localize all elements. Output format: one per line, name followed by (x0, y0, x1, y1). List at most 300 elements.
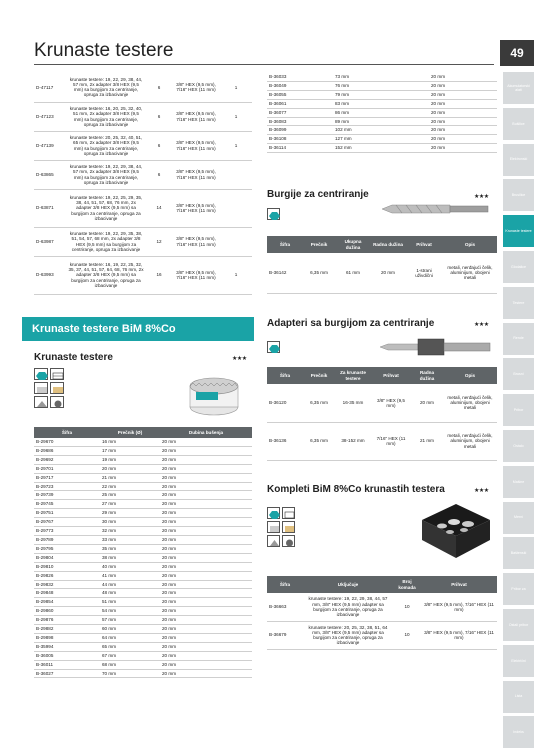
table-row (34, 473, 252, 482)
wood-icon (282, 521, 295, 533)
column-header: Prihvat (371, 367, 411, 384)
table-cell: B-36005 (34, 651, 100, 660)
table-cell: B-29795 (34, 544, 100, 553)
table-row (267, 422, 497, 460)
sidebar-tab[interactable] (503, 609, 534, 643)
table-cell: 68 mm (100, 660, 160, 669)
table-cell: 16 (146, 256, 172, 294)
table-row (34, 509, 252, 518)
table-cell (220, 227, 252, 256)
table-cell: D-63993 (34, 256, 66, 294)
table-cell: B-36055 (267, 90, 333, 99)
table-cell: B-29789 (34, 535, 100, 544)
table-cell: 3/8" HEX (9,5 mm), 7/16" HEX (11 mm) (421, 621, 497, 649)
sidebar-tab-label: Elektronski (509, 157, 528, 162)
table-cell: 57 mm (100, 616, 160, 625)
sidebar-tab-label: Brusni (513, 372, 524, 377)
table-cell: B-36142 (267, 253, 303, 293)
table-cell: 3/8" HEX (9,5 mm), 7/16" HEX (11 mm) (172, 189, 220, 227)
table-cell: D-63865 (34, 160, 66, 189)
sidebar-tab[interactable] (503, 502, 534, 536)
table-cell: krunaste testere: 19, 22, 29, 38, 44, 57 mm, 2x adapter 3/8 HEX (9,5 mm) sa burgijom za centriranje, opruga za izbacivanje (66, 160, 146, 189)
table-row (34, 73, 252, 102)
table-cell: 20 mm (160, 669, 252, 678)
table-cell: 19 mm (100, 455, 160, 464)
table-cell: B-29751 (34, 509, 100, 518)
sidebar-tab-label: Mašine (512, 479, 525, 484)
page-number: 49 (500, 40, 534, 66)
adapter-table (267, 367, 497, 461)
table-row (34, 518, 252, 527)
table-cell: B-29804 (34, 553, 100, 562)
table-cell: metali, nerđajući čelik, aluminijum, obojeni metali (443, 422, 497, 460)
table-cell: 20 mm (429, 73, 497, 81)
table-cell: metali, nerđajući čelik, aluminijum, obojeni metali (443, 253, 497, 293)
table-cell: B-29882 (34, 625, 100, 634)
table-row (34, 131, 252, 160)
table-cell: 20 mm (160, 455, 252, 464)
table-cell: 20 mm (429, 126, 497, 135)
table-cell: 1 (220, 102, 252, 131)
table-cell: 6 (146, 160, 172, 189)
table-cell: D-47117 (34, 73, 66, 102)
sidebar-tab[interactable] (503, 645, 534, 679)
table-cell: krunaste testere: 16, 19, 22, 25, 32, 35, 37, 44, 51, 57, 64, 68, 76 mm, 2x adapter 3/8 HEX (9,5 mm) sa burgijom za centriranje, opruga za izbacivanje (66, 256, 146, 294)
table-cell: 20 mm (429, 108, 497, 117)
sidebar-tab-label: Testere (512, 300, 525, 305)
column-header: Ukupna dužina (335, 236, 371, 253)
table-cell: krunaste testere: 20, 25, 32, 40, 51, 65 mm, 2x adapter 3/8 HEX (9,5 mm) sa burgijom za centriranje, opruga za izbacivanje (66, 131, 146, 160)
sidebar-tab[interactable] (503, 72, 534, 106)
table-cell: 14 (146, 189, 172, 227)
table-cell: 3/8" HEX (9,5 mm), 7/16" HEX (11 mm) (172, 256, 220, 294)
table-cell: B-29860 (34, 607, 100, 616)
table-cell: 1 (220, 73, 252, 102)
table-cell: 20 mm (160, 509, 252, 518)
table-cell: 61 mm (335, 253, 371, 293)
table-cell: 6 (146, 131, 172, 160)
column-header: Prihvat (405, 236, 443, 253)
table-cell: 38-152 mm (335, 422, 371, 460)
table-row (34, 553, 252, 562)
table-cell (220, 160, 252, 189)
sidebar-tab[interactable] (503, 108, 534, 142)
table-row (267, 73, 497, 81)
rating-stars: ★★★ (474, 194, 489, 200)
sidebar-tab-label: Baštenski (510, 551, 527, 556)
table-row (34, 227, 252, 256)
table-cell: B-29832 (34, 580, 100, 589)
table-cell: 86 mm (333, 108, 429, 117)
table-cell: 27 mm (100, 500, 160, 509)
column-header: Prečnik (303, 236, 335, 253)
table-cell: 3/8" HEX (9,5 mm), 7/16" HEX (11 mm) (172, 102, 220, 131)
table-cell: 1 (220, 131, 252, 160)
table-cell: 20 mm (429, 117, 497, 126)
sidebar-tab-label: Električni (511, 658, 526, 663)
hexagon-icon (267, 341, 280, 353)
table-cell: B-29739 (34, 491, 100, 500)
hexagon-icon (34, 368, 48, 380)
table-cell: 6 (146, 73, 172, 102)
table-cell: B-35994 (34, 642, 100, 651)
table-cell: B-36114 (267, 144, 333, 153)
table-cell: B-29717 (34, 473, 100, 482)
table-row (34, 535, 252, 544)
column-header: Uključuje (303, 576, 393, 593)
table-cell: 6,35 mm (303, 253, 335, 293)
wood-icon (50, 382, 64, 394)
sidebar-tab-label: Bušilice (512, 121, 525, 126)
sidebar-tab-label: Lista (514, 694, 523, 699)
table-cell: 22 mm (100, 482, 160, 491)
table-cell: B-29723 (34, 482, 100, 491)
table-cell: krunaste testere: 19, 22, 25, 29, 35, 38, 44, 51, 57, 68, 76 mm, 2x adapter 3/8 HEX (9,5 mm) sa burgijom za centriranje, opruga za izbacivanje (66, 189, 146, 227)
table-row (267, 384, 497, 422)
table-cell: 20 mm (160, 642, 252, 651)
section-title-adapters: Adapteri sa burgijom za centriranje (267, 318, 435, 329)
table-cell: 20 mm (160, 562, 252, 571)
table-row (34, 160, 252, 189)
table-cell: 20 mm (160, 598, 252, 607)
column-header: Broj komada (393, 576, 421, 593)
stainless-icon (267, 521, 280, 533)
sidebar-tab-label: Pribor (513, 407, 524, 412)
sidebar-tab-label: Brusilice (511, 193, 526, 198)
table-row (267, 144, 497, 153)
table-row (267, 99, 497, 108)
table-row (34, 580, 252, 589)
table-row (34, 625, 252, 634)
table-cell: 152 mm (333, 144, 429, 153)
table-cell: 10 (393, 621, 421, 649)
table-cell: 73 mm (333, 73, 429, 81)
table-cell: 20 mm (371, 253, 405, 293)
sidebar-tab[interactable] (503, 358, 534, 392)
table-cell: 3/8" HEX (9,5 mm), 7/16" HEX (11 mm) (172, 227, 220, 256)
table-row (34, 500, 252, 509)
table-cell: 3/8" HEX (9,5 mm), 7/16" HEX (11 mm) (421, 593, 497, 621)
table-row (267, 117, 497, 126)
table-cell: 20 mm (160, 651, 252, 660)
material-icon (50, 368, 64, 380)
hole-saw-table-continued (267, 73, 497, 153)
table-row (34, 256, 252, 294)
table-row (267, 135, 497, 144)
table-cell: 16 mm (100, 438, 160, 446)
sidebar-tab[interactable] (503, 681, 534, 715)
table-cell: 89 mm (333, 117, 429, 126)
table-row (34, 544, 252, 553)
sidebar-tab[interactable] (503, 573, 534, 607)
table-cell: D-63871 (34, 189, 66, 227)
table-row (267, 81, 497, 90)
table-cell: 16-35 mm (335, 384, 371, 422)
sidebar-tab-label: Ostalo (513, 443, 524, 448)
table-cell: 21 mm (100, 473, 160, 482)
column-header: Prečnik (Ø) (100, 427, 160, 438)
sidebar-tab[interactable] (503, 215, 534, 249)
table-cell: B-36027 (34, 669, 100, 678)
table-row (34, 607, 252, 616)
rating-stars: ★★★ (232, 356, 247, 362)
table-cell: 20 mm (429, 144, 497, 153)
table-row (34, 669, 252, 678)
table-cell: B-29767 (34, 518, 100, 527)
table-cell: 30 mm (100, 518, 160, 527)
table-row (34, 455, 252, 464)
table-cell: 20 mm (429, 99, 497, 108)
metal-icon (267, 535, 280, 547)
plastic-icon (50, 396, 64, 408)
table-cell: 48 mm (100, 589, 160, 598)
drill-bit-image (380, 202, 490, 216)
table-cell: 20 mm (160, 527, 252, 536)
table-cell: 20 mm (100, 464, 160, 473)
table-cell: 20 mm (160, 491, 252, 500)
table-cell: B-29670 (34, 438, 100, 446)
table-cell: B-29701 (34, 464, 100, 473)
table-cell: 3/8" HEX (9,5 mm), 7/16" HEX (11 mm) (172, 131, 220, 160)
table-cell: B-29854 (34, 598, 100, 607)
table-row (34, 464, 252, 473)
table-cell: 20 mm (429, 135, 497, 144)
sidebar-tab[interactable] (503, 144, 534, 178)
table-cell: 32 mm (100, 527, 160, 536)
table-cell: B-29745 (34, 500, 100, 509)
table-row (34, 616, 252, 625)
section-title-centering-drills: Burgije za centriranje (267, 189, 369, 200)
column-header: Šifra (267, 576, 303, 593)
table-cell: 20 mm (160, 616, 252, 625)
column-header: Dubina bušenja (160, 427, 252, 438)
table-cell: 20 mm (160, 518, 252, 527)
table-cell: 1-strani uživdični (405, 253, 443, 293)
table-cell: 20 mm (160, 633, 252, 642)
table-cell: B-36679 (267, 621, 303, 649)
table-cell: 20 mm (160, 482, 252, 491)
table-cell: B-29826 (34, 571, 100, 580)
table-cell: B-36061 (267, 99, 333, 108)
page-header (0, 0, 534, 72)
category-sidebar (503, 72, 534, 755)
table-cell: 79 mm (333, 90, 429, 99)
table-cell: krunaste testere: 20, 25, 32, 38, 51, 64 mm, 3/8" HEX (9,5 mm) adapter sa burgijom za centriranje, opruga za izbacivanje (303, 621, 393, 649)
title-divider (34, 64, 494, 65)
table-cell: 20 mm (160, 580, 252, 589)
table-row (34, 660, 252, 669)
table-cell: 6,35 mm (303, 422, 335, 460)
table-cell: B-29773 (34, 527, 100, 536)
table-cell: 20 mm (160, 500, 252, 509)
table-cell: B-36011 (34, 660, 100, 669)
table-cell: B-36663 (267, 593, 303, 621)
table-cell: 20 mm (160, 473, 252, 482)
hole-saw-kit-case-image (416, 500, 496, 566)
table-cell: 29 mm (100, 509, 160, 518)
sidebar-tab-label: Glodalice (511, 264, 526, 269)
table-cell: 20 mm (160, 544, 252, 553)
table-cell: 10 (393, 593, 421, 621)
table-row (34, 189, 252, 227)
sidebar-tab-label: Ostali pribor (508, 622, 529, 627)
table-cell: B-29898 (34, 633, 100, 642)
rating-stars: ★★★ (474, 322, 489, 328)
plastic-icon (282, 535, 295, 547)
sidebar-tab[interactable] (503, 430, 534, 464)
section-title-hole-saws: Krunaste testere (34, 352, 113, 363)
table-cell: B-29686 (34, 446, 100, 455)
table-cell: B-36049 (267, 81, 333, 90)
adapter-image (378, 336, 494, 358)
table-cell: 20 mm (160, 446, 252, 455)
table-cell: 64 mm (100, 633, 160, 642)
sidebar-tab[interactable] (503, 179, 534, 213)
table-cell: B-29810 (34, 562, 100, 571)
column-header: Prečnik (303, 367, 335, 384)
table-cell: 17 mm (100, 446, 160, 455)
column-header: Radna dužina (371, 236, 405, 253)
table-cell: B-36136 (267, 422, 303, 460)
table-cell: 12 (146, 227, 172, 256)
table-row (34, 446, 252, 455)
table-cell: 25 mm (100, 491, 160, 500)
table-row (267, 108, 497, 117)
table-cell: 20 mm (160, 438, 252, 446)
table-cell: 20 mm (429, 90, 497, 99)
table-cell: 21 mm (411, 422, 443, 460)
table-cell: 1 (220, 256, 252, 294)
table-cell: D-47123 (34, 102, 66, 131)
table-cell: 3/8" HEX (9,5 mm), 7/16" HEX (11 mm) (172, 160, 220, 189)
table-cell: 60 mm (100, 625, 160, 634)
table-row (34, 633, 252, 642)
hexagon-icon (267, 507, 280, 519)
hole-saw-table (34, 427, 252, 678)
column-header: Šifra (267, 236, 303, 253)
table-cell: B-36108 (267, 135, 333, 144)
table-cell: B-29692 (34, 455, 100, 464)
table-cell: D-63987 (34, 227, 66, 256)
table-cell: 20 mm (160, 607, 252, 616)
sidebar-tab[interactable] (503, 287, 534, 321)
sidebar-tab[interactable] (503, 716, 534, 750)
stainless-icon (34, 382, 48, 394)
centering-drill-table (267, 236, 497, 294)
table-cell: 7/16" HEX (11 mm) (371, 422, 411, 460)
table-row (34, 598, 252, 607)
table-cell: 41 mm (100, 571, 160, 580)
table-row (34, 642, 252, 651)
sidebar-tab[interactable] (503, 251, 534, 285)
column-header: Za krunaste testere (335, 367, 371, 384)
table-cell: metali, nerđajući čelik, aluminijum, obojeni metali (443, 384, 497, 422)
table-row (267, 253, 497, 293)
table-row (34, 589, 252, 598)
material-icon (282, 507, 295, 519)
table-row (267, 90, 497, 99)
kit-table (267, 576, 497, 650)
column-header: Prihvat (421, 576, 497, 593)
sidebar-tab-label: Pribor za (511, 586, 526, 591)
table-cell: 3/8" HEX (9,5 mm), 7/16" HEX (11 mm) (172, 73, 220, 102)
hexagon-icon (267, 208, 280, 220)
table-row (34, 102, 252, 131)
table-cell: 20 mm (160, 571, 252, 580)
table-cell: 102 mm (333, 126, 429, 135)
sidebar-tab[interactable] (503, 394, 534, 428)
table-cell: 3/8" HEX (9,5 mm) (371, 384, 411, 422)
table-cell: 83 mm (333, 99, 429, 108)
table-cell: 20 mm (160, 535, 252, 544)
set-table (34, 73, 252, 295)
table-cell: 20 mm (411, 384, 443, 422)
sidebar-tab-label: Indeks (513, 730, 524, 735)
table-cell: B-29876 (34, 616, 100, 625)
rating-stars: ★★★ (474, 488, 489, 494)
section-title-sets: Kompleti BiM 8%Co krunastih testera (267, 484, 445, 495)
page-title: Krunaste testere (34, 40, 174, 61)
sidebar-tab-label: Krunaste testere (505, 228, 532, 233)
table-cell: 20 mm (160, 625, 252, 634)
column-header: Šifra (267, 367, 303, 384)
table-cell: D-47139 (34, 131, 66, 160)
table-row (34, 482, 252, 491)
sidebar-tab[interactable] (503, 466, 534, 500)
table-cell: B-36077 (267, 108, 333, 117)
table-cell: 44 mm (100, 580, 160, 589)
table-cell: 6,35 mm (303, 384, 335, 422)
table-row (267, 593, 497, 621)
metal-icon (34, 396, 48, 408)
table-cell: 127 mm (333, 135, 429, 144)
table-cell: 54 mm (100, 607, 160, 616)
sidebar-tab-label: Rende (513, 336, 524, 341)
table-cell: 35 mm (100, 544, 160, 553)
table-cell: krunaste testere: 19, 22, 29, 35, 38, 51, 54, 57, 68 mm, 2x adapter 3/8 HEX (9,5 mm) sa burgijom za centriranje, opruga za izbacivanje (66, 227, 146, 256)
table-cell: B-29848 (34, 589, 100, 598)
table-cell: krunaste testere: 16, 20, 25, 32, 40, 51 mm, 2x adapter 3/8 HEX (9,5 mm) sa burgijom za centriranje, opruga za izbacivanje (66, 102, 146, 131)
table-cell: 20 mm (160, 589, 252, 598)
sidebar-tab-label: Akumulatorski alati (507, 83, 530, 92)
table-cell: B-36120 (267, 384, 303, 422)
table-cell (220, 189, 252, 227)
table-row (34, 438, 252, 446)
table-cell: 20 mm (160, 660, 252, 669)
table-row (34, 527, 252, 536)
table-cell: 20 mm (160, 464, 252, 473)
column-header: Radna dužina (411, 367, 443, 384)
table-row (34, 491, 252, 500)
table-cell: 38 mm (100, 553, 160, 562)
table-cell: krunaste testere: 19, 22, 29, 38, 44, 57 mm, 3/8" HEX (9,5 mm) adapter sa burgijom za centriranje, opruga za izbacivanje (303, 593, 393, 621)
table-row (34, 651, 252, 660)
sidebar-tab-label: Merni (514, 515, 523, 520)
table-cell: 76 mm (333, 81, 429, 90)
sidebar-tab[interactable] (503, 323, 534, 357)
table-cell: B-36033 (267, 73, 333, 81)
table-row (34, 571, 252, 580)
table-cell: 70 mm (100, 669, 160, 678)
table-cell: 20 mm (429, 81, 497, 90)
sidebar-tab[interactable] (503, 537, 534, 571)
table-cell: 33 mm (100, 535, 160, 544)
table-cell: B-36083 (267, 117, 333, 126)
table-row (267, 621, 497, 649)
table-cell: krunaste testere: 19, 22, 29, 38, 44, 57 mm, 2x adapter 3/8 HEX (9,5 mm) sa burgijom za centriranje, opruga za izbacivanje (66, 73, 146, 102)
column-header: Opis (443, 367, 497, 384)
table-row (34, 562, 252, 571)
